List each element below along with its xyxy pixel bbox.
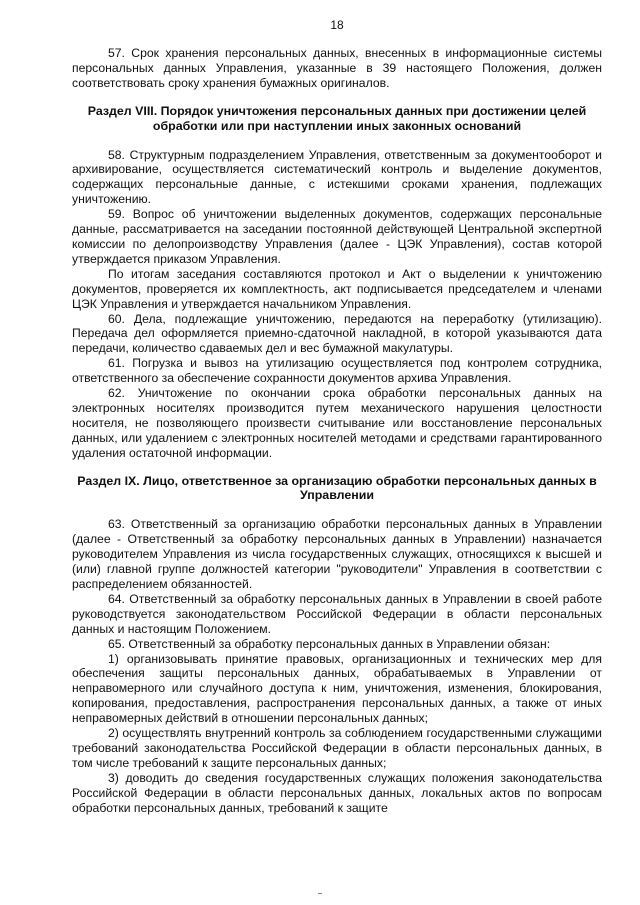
paragraph-62: 62. Уничтожение по окончании срока обработки персональных данных на электронных носителях производится путем механического нарушения целостности носителя, не позволяющего произвести считывание или восстановление персональных данных, или удалением с электронных носителей методами и средствами гарантированного удаления остаточной информации. — [72, 386, 602, 460]
paragraph-64: 64. Ответственный за обработку персональных данных в Управлении в своей работе руководствуется законодательством Российской Федерации в области персональных данных и настоящим Положением. — [72, 591, 602, 636]
paragraph-61: 61. Погрузка и вывоз на утилизацию осуществляется под контролем сотрудника, ответственного за обеспечение сохранности документов архива Управления. — [72, 356, 602, 386]
paragraph-65-item-3: 3) доводить до сведения государственных служащих положения законодательства Российской Федерации в области персональных данных, локальных актов по вопросам обработки персональных данных, требований к защите — [72, 770, 602, 815]
paragraph-63: 63. Ответственный за организацию обработки персональных данных в Управлении (далее - Ответственный за обработку персональных данных в Управлении) назначается руководителем Управления из числа государственных служащих, относящихся к высшей и (или) главной группе должностей категории "руководители" Управления в соответствии с распределением обязанностей. — [72, 517, 602, 591]
paragraph-59: 59. Вопрос об уничтожении выделенных документов, содержащих персональные данные, рассматривается на заседании постоянной действующей Центральной экспертной комиссии по делопроизводству Управления (далее - ЦЭК Управления), состав которой утверждается приказом Управления. — [72, 207, 602, 266]
paragraph-65-item-1: 1) организовывать принятие правовых, организационных и технических мер для обеспечения защиты персональных данных, обрабатываемых в Управлении от неправомерного или случайного доступа к ним, уничтожения, изменения, блокирования, копирования, предоставления, распространения персональных данных, а также от иных неправомерных действий в отношении персональных данных; — [72, 651, 602, 726]
paragraph-57: 57. Срок хранения персональных данных, внесенных в информационные системы персональных данных Управления, указанные в 39 настоящего Положения, должен соответствовать сроку хранения бумажных оригиналов. — [72, 46, 602, 90]
paragraph-59-continued: По итогам заседания составляются протокол и Акт о выделении к уничтожению документов, проверяется их комплектность, акт подписывается председателем и членами ЦЭК Управления и утверждается начальником Управления. — [72, 266, 602, 311]
section-heading-viii: Раздел VIII. Порядок уничтожения персональных данных при достижении целей обработки или при наступлении иных законных оснований — [87, 103, 587, 133]
paragraph-58: 58. Структурным подразделением Управления, ответственным за документооборот и архивирование, осуществляется систематический контроль и выделение документов, содержащих персональные данные, с истекшими сроками хранения, подлежащих уничтожению. — [72, 147, 602, 207]
paragraph-60: 60. Дела, подлежащие уничтожению, передаются на переработку (утилизацию). Передача дел оформляется приемно-сдаточной накладной, в которой указываются дата передачи, количество сдаваемых дел и вес бумажной макулатуры. — [72, 311, 602, 356]
paragraph-65-item-2: 2) осуществлять внутренний контроль за соблюдением государственными служащими требований законодательства Российской Федерации в области персональных данных, в том числе требований к защите персональных данных; — [72, 726, 602, 770]
section-heading-ix: Раздел IX. Лицо, ответственное за организацию обработки персональных данных в Управлении — [77, 473, 597, 503]
footer-mark — [318, 893, 322, 894]
paragraph-65: 65. Ответственный за обработку персональных данных в Управлении обязан: — [108, 636, 551, 651]
page-number: 18 — [330, 18, 344, 32]
document-page — [72, 18, 602, 816]
